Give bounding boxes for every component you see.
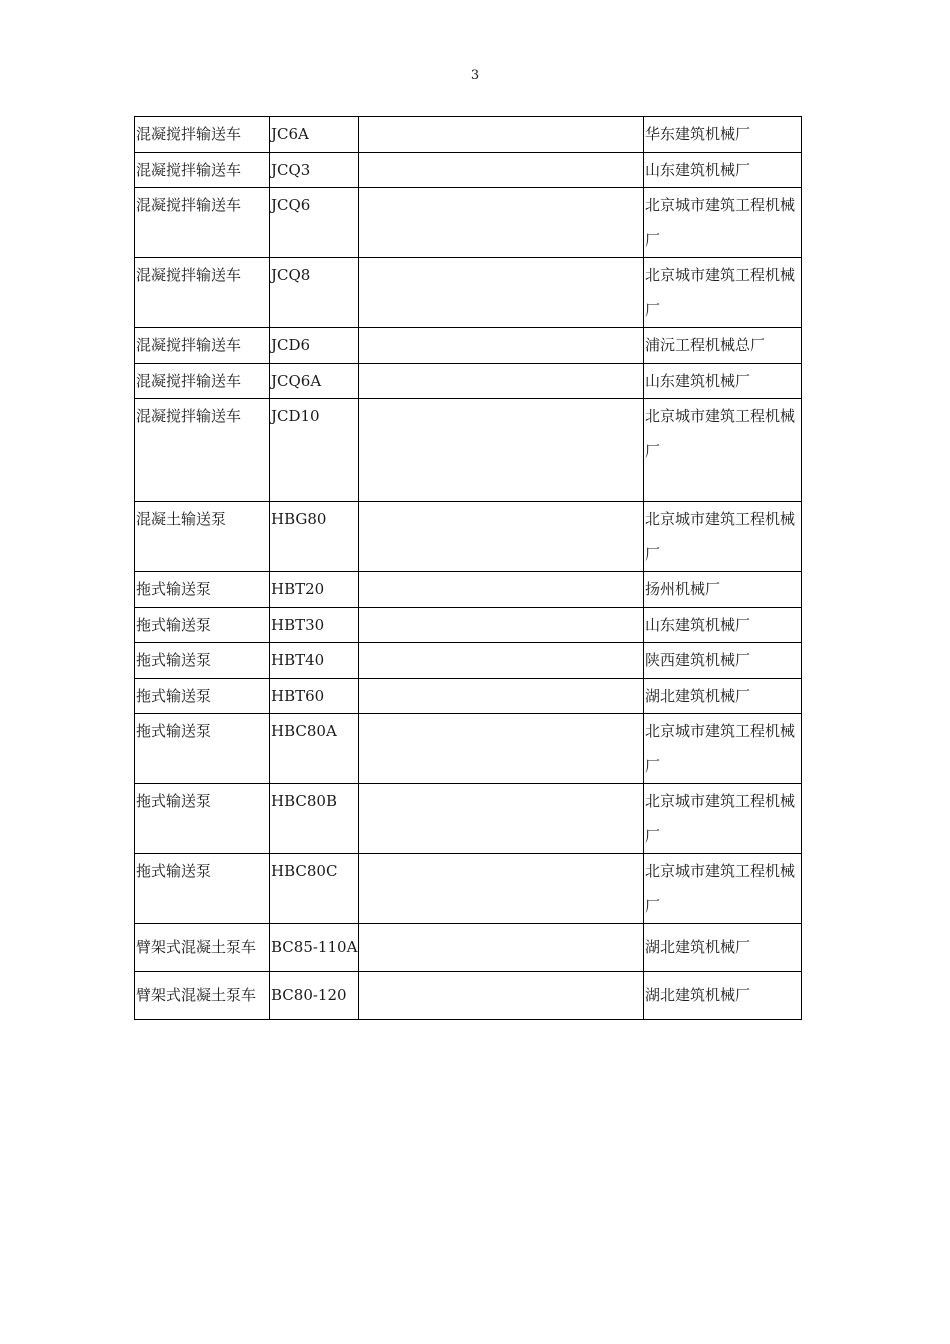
model-cell: JCD10 [270, 399, 359, 502]
manufacturer-cell: 北京城市建筑工程机械厂 [644, 854, 802, 924]
notes-cell [359, 328, 644, 364]
manufacturer-cell: 扬州机械厂 [644, 572, 802, 608]
equipment-name-cell: 混凝搅拌输送车 [135, 188, 270, 258]
table-row [135, 152, 802, 188]
table-row [135, 784, 802, 854]
notes-cell [359, 152, 644, 188]
model-cell: BC80-120 [270, 972, 359, 1020]
manufacturer-cell: 华东建筑机械厂 [644, 117, 802, 153]
notes-cell [359, 784, 644, 854]
table-row [135, 924, 802, 972]
model-cell: HBT60 [270, 678, 359, 714]
table-row [135, 643, 802, 679]
equipment-name-cell: 拖式输送泵 [135, 643, 270, 679]
model-cell: JCQ3 [270, 152, 359, 188]
model-cell: JCQ6 [270, 188, 359, 258]
manufacturer-cell: 山东建筑机械厂 [644, 363, 802, 399]
model-cell: JC6A [270, 117, 359, 153]
equipment-name-cell: 拖式输送泵 [135, 784, 270, 854]
model-cell: HBG80 [270, 502, 359, 572]
manufacturer-cell: 北京城市建筑工程机械 厂 [644, 399, 802, 502]
equipment-name-cell: 混凝搅拌输送车 [135, 328, 270, 364]
equipment-name-cell: 混凝搅拌输送车 [135, 258, 270, 328]
equipment-name-cell: 混凝土输送泵 [135, 502, 270, 572]
manufacturer-cell: 陕西建筑机械厂 [644, 643, 802, 679]
notes-cell [359, 678, 644, 714]
equipment-name-cell: 臂架式混凝土泵车 [135, 924, 270, 972]
model-cell: HBC80B [270, 784, 359, 854]
table-row [135, 188, 802, 258]
notes-cell [359, 572, 644, 608]
notes-cell [359, 643, 644, 679]
manufacturer-cell: 浦沅工程机械总厂 [644, 328, 802, 364]
model-cell: HBC80A [270, 714, 359, 784]
manufacturer-cell: 湖北建筑机械厂 [644, 678, 802, 714]
manufacturer-cell: 北京城市建筑工程机械厂 [644, 502, 802, 572]
equipment-name-cell: 拖式输送泵 [135, 854, 270, 924]
notes-cell [359, 854, 644, 924]
model-cell: BC85-110A [270, 924, 359, 972]
manufacturer-cell: 湖北建筑机械厂 [644, 924, 802, 972]
notes-cell [359, 924, 644, 972]
table-row [135, 502, 802, 572]
table-row [135, 328, 802, 364]
model-cell: HBT40 [270, 643, 359, 679]
equipment-name-cell: 拖式输送泵 [135, 572, 270, 608]
notes-cell [359, 714, 644, 784]
model-cell: JCQ6A [270, 363, 359, 399]
notes-cell [359, 188, 644, 258]
manufacturer-cell: 山东建筑机械厂 [644, 152, 802, 188]
manufacturer-cell: 山东建筑机械厂 [644, 607, 802, 643]
notes-cell [359, 399, 644, 502]
table-row [135, 972, 802, 1020]
manufacturer-cell: 湖北建筑机械厂 [644, 972, 802, 1020]
table-row [135, 258, 802, 328]
manufacturer-cell: 北京城市建筑工程机械厂 [644, 258, 802, 328]
equipment-table-body [135, 117, 802, 1020]
manufacturer-cell: 北京城市建筑工程机械厂 [644, 188, 802, 258]
model-cell: HBC80C [270, 854, 359, 924]
equipment-name-cell: 拖式输送泵 [135, 714, 270, 784]
manufacturer-cell: 北京城市建筑工程机械厂 [644, 784, 802, 854]
table-row [135, 572, 802, 608]
equipment-name-cell: 臂架式混凝土泵车 [135, 972, 270, 1020]
notes-cell [359, 607, 644, 643]
manufacturer-cell: 北京城市建筑工程机械厂 [644, 714, 802, 784]
notes-cell [359, 972, 644, 1020]
page-number: 3 [470, 68, 480, 83]
notes-cell [359, 363, 644, 399]
model-cell: HBT20 [270, 572, 359, 608]
equipment-name-cell: 混凝搅拌输送车 [135, 363, 270, 399]
table-row [135, 714, 802, 784]
notes-cell [359, 502, 644, 572]
equipment-name-cell: 混凝搅拌输送车 [135, 117, 270, 153]
table-row [135, 399, 802, 502]
notes-cell [359, 117, 644, 153]
equipment-name-cell: 拖式输送泵 [135, 678, 270, 714]
table-row [135, 117, 802, 153]
table-row [135, 678, 802, 714]
equipment-name-cell: 混凝搅拌输送车 [135, 152, 270, 188]
equipment-name-cell: 拖式输送泵 [135, 607, 270, 643]
notes-cell [359, 258, 644, 328]
model-cell: JCD6 [270, 328, 359, 364]
model-cell: JCQ8 [270, 258, 359, 328]
table-row [135, 607, 802, 643]
equipment-name-cell: 混凝搅拌输送车 [135, 399, 270, 502]
table-row [135, 854, 802, 924]
table-row [135, 363, 802, 399]
equipment-table [134, 116, 802, 1020]
model-cell: HBT30 [270, 607, 359, 643]
